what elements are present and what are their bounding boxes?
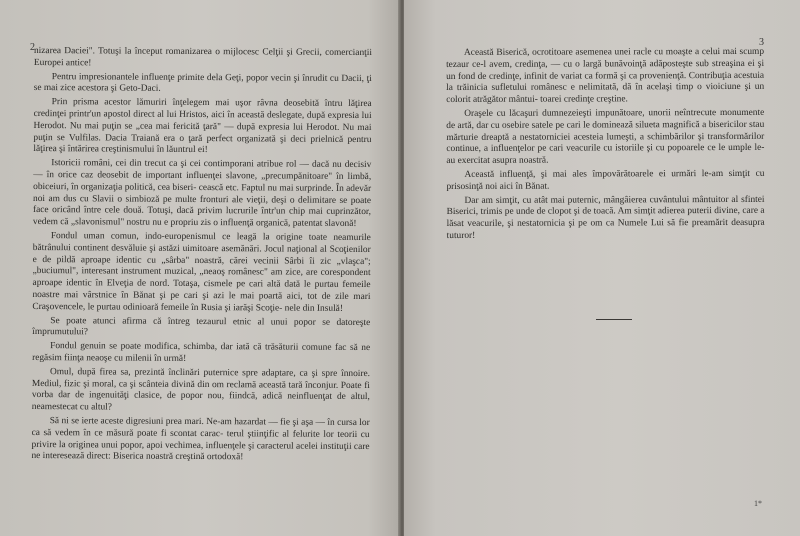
text-column	[446, 47, 765, 245]
paragraph: nizarea Daciei". Totuşi la început romanizarea o mijlocesc Celţii şi Grecii, comercianţii Europei antice!	[33, 46, 372, 69]
paragraph: Se poate atunci afirma că întreg tezaurul etnic al unui popor se datoreşte împrumutului?	[32, 315, 371, 338]
paragraph: Omul, după firea sa, prezintă înclinări puternice spre adaptare, ca şi spre înnoire. Mediul, fizic şi moral, ca şi scânteia divină din om reclamă această tară înconjur. Poate fi vorba dar de ingenuităţi clasice, de popor nou, fiindcă, adică neinfluenţat de altul, neamestecat cu altul?	[31, 366, 371, 413]
paragraph: Pentru impresionantele influenţe primite dela Geţi, popor vecin şi înrudit cu Dacii, ţi se mai zice acestora şi Geto-Daci.	[33, 71, 372, 95]
paragraph: Dar am simţit, cu atât mai puternic, mângâierea cuvântului mântuitor al sfintei Biserici, trimis pe unde de clopot şi de toacă. Am simţit adierea puterii divine, care a lăsat veacurile, şi nestatornicia şi pe om ca Numele Lui să fie preamărit deasupra tuturor!	[446, 194, 765, 241]
section-separator	[596, 319, 632, 320]
paragraph: Istoricii români, cei din trecut ca şi cei contimporani atribue rol — dacă nu decisiv — în orice caz deosebit de important influenţei slavone, „precumpănitoare" în limbă, obiceiuri, în organizaţia politică, cea biseri- cească etc. Faptul nu mai surprinde. În adevăr noi am dus cu Slavii o simbioză pe multe fronturi ale vieţii, deşi o delimitare se poate face oricând între cele două. Totuşi, dacă privim lucrurile într'un chip mai cuprinzător, vedem că „slavonismul" nostru nu e propriu zis o influenţă organică, patentat slavonă!	[32, 158, 372, 230]
text-column	[31, 46, 372, 467]
paragraph: Oraşele cu lăcaşuri dumnezeieşti impunătoare, unorii neîntrecute monumente de artă, dar cu osebire satele pe cari le domineazǎ silueta magnifică a bisericilor stau mărturie dreaptă a nestatorniciei acesteia lumeşti, a schimbărilor şi transformărilor continue, a influenţelor pe cari veacurile cu istoriile şi cu popoarele ce le umple le-au exercitat asupra noastră.	[446, 107, 765, 167]
paragraph: Această Biserică, ocrotitoare asemenea unei racle cu moaşte a celui mai scump tezaur ce-l avem, credinţa, — cu o largă bunăvoinţă adăposteşte sub streaşina ei şi un fond de credinţe, infinit de variat ca formă şi ca provenienţă. Contribuţia acestuia la trăinicia sufletului românesc e nelimitată, dă în acelaşi timp o vioiciune şi un colorit atrăgător mântui- toarei credinţe creştine.	[446, 46, 765, 106]
page-number: 3	[759, 37, 764, 48]
paragraph: Fondul genuin se poate modifica, schimba, dar iată că trăsăturii comune fac să ne regăsim fiinţa neaoşe cu milenii în urmă!	[32, 341, 371, 364]
page-number: 2	[30, 42, 35, 53]
paragraph: Această influenţă, şi mai ales împovărătoarele ei urmări le-am simţit cu prisosinţă noi aici în Bănat.	[446, 168, 765, 192]
paragraph: Fondul uman comun, indo-europenismul ce leagă la origine toate neamurile bătrânului continent desvăluie şi astăzi uimitoare asemănări. Jocul naţional al Scoţienilor e de pildă aproape identic cu „sârba" noastră, cărei vecinii Sârbi îi zic „vlaşca"; „buciumul", interesant instrument muzical, „neaoş românesc" am zice, are corespondent aproape identic în Elveţia de nord. Totaşa, cismele pe cari altă dată le purtau femeile noastre mai vârstnice în Bănat şi pe cari şi azi le mai poartă aici, tot de zile mari Craşovencele, le purtau odinioară femeile în Rusia şi iarăşi Scoţie- nele din Insulă!	[32, 231, 371, 314]
paragraph: Să ni se ierte aceste digresiuni prea mari. Ne-am hazardat — fie şi aşa — în cursa lor ca să vedem în ce măsură poate fi scontat carac- terul ştiinţific al felurite lor teorii cu privire la originea unui popor, apoi vechimea, influenţele şi caracterul acelei instituţii care ne interesează direct: Biserica noastră creştină ortodoxă!	[31, 416, 370, 463]
signature-mark: 1*	[754, 499, 762, 508]
right-page	[404, 0, 800, 536]
paragraph: Prin prisma acestor lămuriri înţelegem mai uşor râvna deosebită întru lăţirea credinţei printr'un apostol direct al lui Hristos, aici în această deslegate, după expresia lui Herodot. Nu mai puţin se „cea mai fericită ţară" — după expresia lui Herodot. Nu mai puţin se Vulfilas. Dacia Traiană era o ţară perfect organizată şi deci prielnică pentru lăţirea şi întărirea creştinismului în lăuntrul ei!	[33, 97, 372, 156]
